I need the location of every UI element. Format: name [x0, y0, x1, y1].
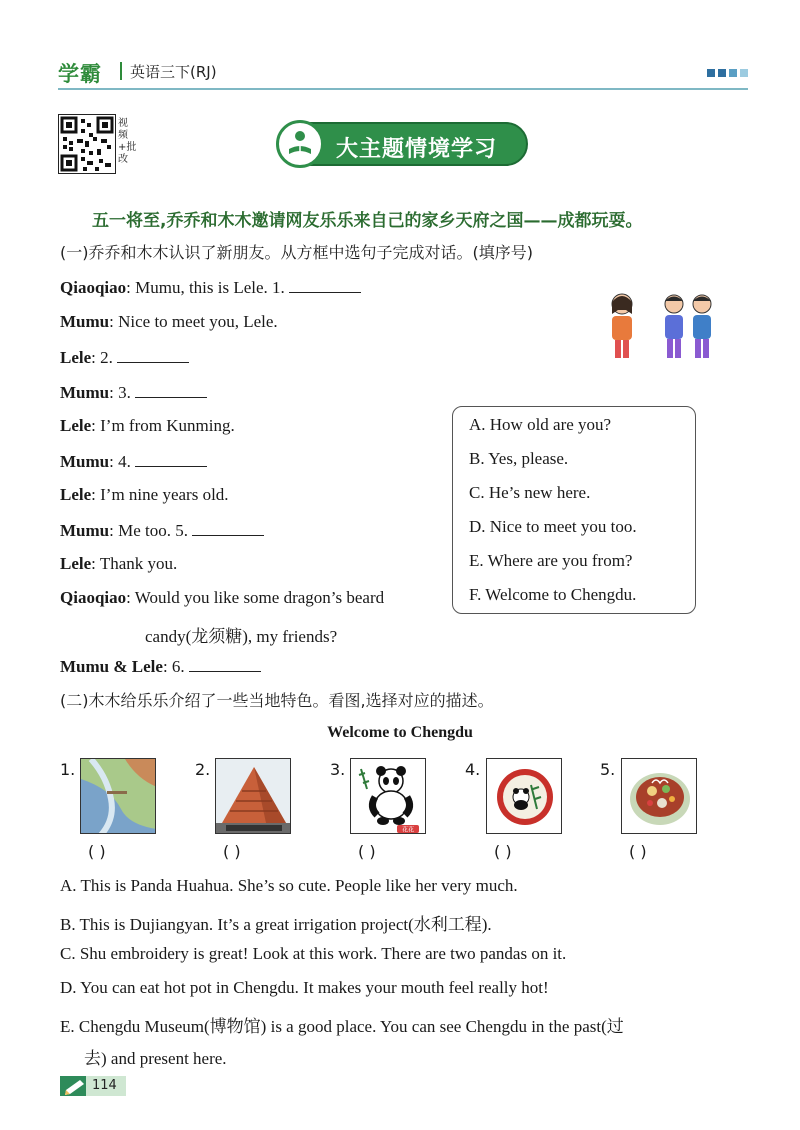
- dialogue-line: Mumu: 4.: [60, 451, 207, 472]
- header-rule: [58, 88, 748, 90]
- speaker: Lele: [60, 348, 92, 367]
- dialogue-line: Qiaoqiao: Mumu, this is Lele. 1.: [60, 277, 361, 298]
- picture-number: 4.: [465, 760, 481, 779]
- description-d: D. You can eat hot pot in Chengdu. It makes your mouth feel really hot!: [60, 978, 549, 997]
- picture-number: 5.: [600, 760, 616, 779]
- dialogue-line-continued: [145, 622, 337, 647]
- description-b: B. This is Dujiangyan. It’s a great irrigation project(水利工程).: [60, 915, 492, 934]
- three-kids-illustration: [604, 290, 720, 360]
- option-c: C. He’s new here.: [469, 483, 591, 502]
- dialogue-line: Lele: 2.: [60, 347, 189, 368]
- dialogue-text: 3.: [118, 383, 131, 402]
- dialogue-text: 6.: [171, 657, 185, 676]
- hot-pot-icon: [621, 758, 697, 834]
- dialogue-text: I’m nine years old.: [100, 485, 229, 504]
- dialogue-line: Lele: I’m nine years old.: [60, 485, 229, 504]
- square-3: [729, 69, 737, 77]
- speaker: Qiaoqiao: [60, 278, 127, 297]
- header-divider: [120, 62, 122, 80]
- description-e-continued: 去) and present here.: [84, 1049, 227, 1068]
- option-e: E. Where are you from?: [469, 551, 633, 570]
- dialogue-text: Thank you.: [99, 554, 178, 573]
- description-c: C. Shu embroidery is great! Look at this work. There are two pandas on it.: [60, 944, 567, 963]
- embroidery-panda-icon: [486, 758, 562, 834]
- picture-number: 3.: [330, 760, 346, 779]
- part2-title: (二)木木给乐乐介绍了一些当地特色。看图,选择对应的描述。: [60, 691, 494, 710]
- picture-number: 1.: [60, 760, 76, 779]
- square-1: [707, 69, 715, 77]
- dialogue-text: 4.: [118, 452, 131, 471]
- answer-blank-1[interactable]: [289, 277, 361, 293]
- option-b: B. Yes, please.: [469, 449, 569, 468]
- speaker: Lele: [60, 485, 92, 504]
- answer-paren-4[interactable]: ( ): [494, 842, 512, 861]
- dialogue-line: Qiaoqiao: Would you like some dragon’s beard: [60, 588, 385, 607]
- dialogue-text: Mumu, this is Lele. 1.: [135, 278, 285, 297]
- dialogue-line: Lele: I’m from Kunming.: [60, 416, 235, 435]
- dialogue-line: Mumu: Me too. 5.: [60, 520, 264, 541]
- picture-number: 2.: [195, 760, 211, 779]
- panda-label: 花花: [401, 826, 415, 834]
- description-e: E. Chengdu Museum(博物馆) is a good place. You can see Chengdu in the past(过: [60, 1017, 624, 1036]
- dialogue-text: candy(龙须糖), my friends?: [145, 627, 338, 646]
- panda-icon: [350, 758, 426, 834]
- speaker: Mumu: [60, 521, 110, 540]
- speaker: Lele: [60, 554, 92, 573]
- theme-banner: [278, 122, 528, 166]
- square-4: [740, 69, 748, 77]
- answer-blank-2[interactable]: [117, 347, 189, 363]
- dialogue-line: Mumu & Lele: 6.: [60, 656, 261, 677]
- square-2: [718, 69, 726, 77]
- museum-building-icon: [215, 758, 291, 834]
- answer-paren-5[interactable]: ( ): [629, 842, 647, 861]
- answer-blank-4[interactable]: [135, 451, 207, 467]
- page-header: [58, 56, 748, 96]
- dialogue-line: Lele: Thank you.: [60, 554, 178, 573]
- answer-paren-2[interactable]: ( ): [223, 842, 241, 861]
- answer-paren-1[interactable]: ( ): [88, 842, 106, 861]
- reading-person-icon: [276, 120, 324, 168]
- speaker: Mumu: [60, 383, 110, 402]
- answer-blank-5[interactable]: [192, 520, 264, 536]
- option-d: D. Nice to meet you too.: [469, 517, 637, 536]
- banner-title: 大主题情境学习: [336, 137, 498, 162]
- qr-label: 视频+批改: [118, 118, 137, 165]
- dialogue-text: Nice to meet you, Lele.: [118, 312, 278, 331]
- qr-code-icon[interactable]: [58, 114, 116, 174]
- answer-blank-6[interactable]: [189, 656, 261, 672]
- page-number: 114: [86, 1076, 126, 1096]
- speaker: Mumu & Lele: [60, 657, 163, 676]
- dialogue-text: Would you like some dragon’s beard: [134, 588, 385, 607]
- speaker: Mumu: [60, 312, 110, 331]
- speaker: Lele: [60, 416, 92, 435]
- dialogue-text: I’m from Kunming.: [100, 416, 235, 435]
- answer-paren-3[interactable]: ( ): [358, 842, 376, 861]
- answer-blank-3[interactable]: [135, 382, 207, 398]
- options-box: [452, 406, 696, 614]
- description-a: A. This is Panda Huahua. She’s so cute. People like her very much.: [60, 876, 518, 895]
- welcome-subtitle: Welcome to Chengdu: [327, 724, 473, 741]
- dialogue-text: 2.: [100, 348, 113, 367]
- dialogue-line: Mumu: 3.: [60, 382, 207, 403]
- header-squares: [707, 69, 748, 77]
- option-a: A. How old are you?: [469, 415, 612, 434]
- dialogue-text: Me too. 5.: [118, 521, 188, 540]
- intro-text: 五一将至,乔乔和木木邀请网友乐乐来自己的家乡天府之国——成都玩耍。: [92, 211, 643, 231]
- speaker: Mumu: [60, 452, 110, 471]
- speaker: Qiaoqiao: [60, 588, 127, 607]
- subject-label: 英语三下(RJ): [130, 63, 217, 81]
- option-f: F. Welcome to Chengdu.: [469, 585, 637, 604]
- dujiangyan-river-icon: [80, 758, 156, 834]
- part1-title: (一)乔乔和木木认识了新朋友。从方框中选句子完成对话。(填序号): [60, 243, 533, 262]
- dialogue-line: Mumu: Nice to meet you, Lele.: [60, 312, 278, 331]
- brand-logo: 学霸: [58, 62, 102, 86]
